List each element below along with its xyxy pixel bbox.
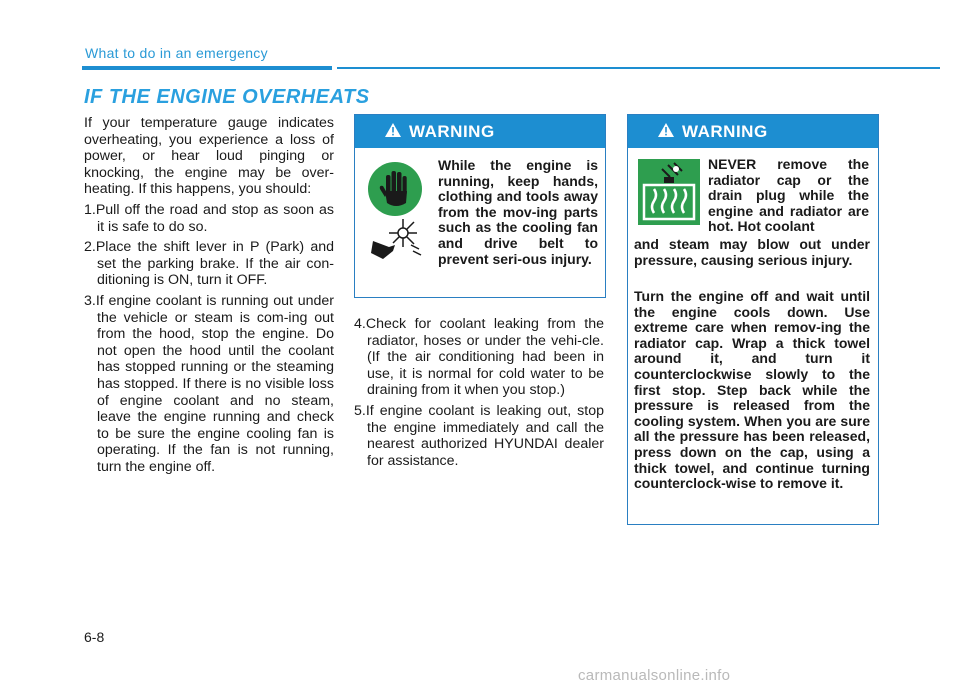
warning-triangle-icon — [385, 122, 401, 142]
intro-paragraph: If your temperature gauge indicates overheating, you experience a loss of power, or hear loud pinging or knocking, the engine may be over-heating. If this happens, you should: — [84, 115, 334, 198]
header-bar-accent — [82, 66, 332, 70]
step-5: 5.If engine coolant is leaking out, stop the engine immediately and call the nearest authorized HYUNDAI dealer for assistance. — [354, 402, 604, 469]
step-1: 1.Pull off the road and stop as soon as it is safe to do so. — [84, 201, 334, 235]
page-title: IF THE ENGINE OVERHEATS — [84, 86, 370, 108]
middle-column — [354, 316, 604, 473]
warning2-text-part2: and steam may blow out under pressure, causing serious injury. — [634, 236, 870, 268]
warning-header — [628, 115, 878, 148]
watermark: carmanualsonline.info — [578, 667, 731, 684]
warning-header — [355, 115, 605, 148]
step-3: 3.If engine coolant is running out under the vehicle or steam is com-ing out from the hood, stop the engine. Do not open the hood until the coolant has stopped running or the steaming has stopped. If there is no visible loss of engine coolant and no steam, leave the engine running and check to be sure the engine cooling fan is operating. If the fan is not running, turn the engine off. — [84, 292, 334, 475]
page-number: 6-8 — [84, 629, 105, 645]
warning-label: WARNING — [409, 121, 495, 141]
warning-label: WARNING — [682, 121, 768, 141]
step-4: 4.Check for coolant leaking from the radiator, hoses or under the vehi-cle. (If the air conditioning had been in use, it is normal for cold water to be draining from it when you stop.) — [354, 316, 604, 399]
warning1-text: While the engine is running, keep hands, clothing and tools away from the mov-ing parts such as the cooling fan and drive belt to prevent seri-ous injury. — [438, 157, 598, 267]
hand-stop-icon — [365, 159, 427, 224]
section-header: What to do in an emergency — [85, 45, 268, 61]
warning-box-fan — [354, 114, 606, 298]
warning2-text-part3: Turn the engine off and wait until the engine cools down. Use extreme care when remov-ing the radiator cap. Wrap a thick towel around it, and turn it counterclockwise slowly to the first stop. Step back while the pressure is released from the cooling system. When you are sure all the pressure has been released, press down on the cap, using a thick towel, and continue turning counterclock-wise to remove it. — [634, 288, 870, 492]
warning2-text-part1: NEVER remove the radiator cap or the drain plug while the engine and radiator are hot. Hot coolant — [708, 156, 869, 235]
warning-box-radiator — [627, 114, 879, 525]
left-column — [84, 115, 334, 479]
fan-hand-icon — [369, 217, 425, 268]
header-bar-line — [337, 67, 940, 69]
radiator-heat-icon — [638, 159, 700, 230]
step-2: 2.Place the shift lever in P (Park) and set the parking brake. If the air con-ditioning is ON, turn it OFF. — [84, 239, 334, 289]
warning-triangle-icon — [658, 122, 674, 142]
